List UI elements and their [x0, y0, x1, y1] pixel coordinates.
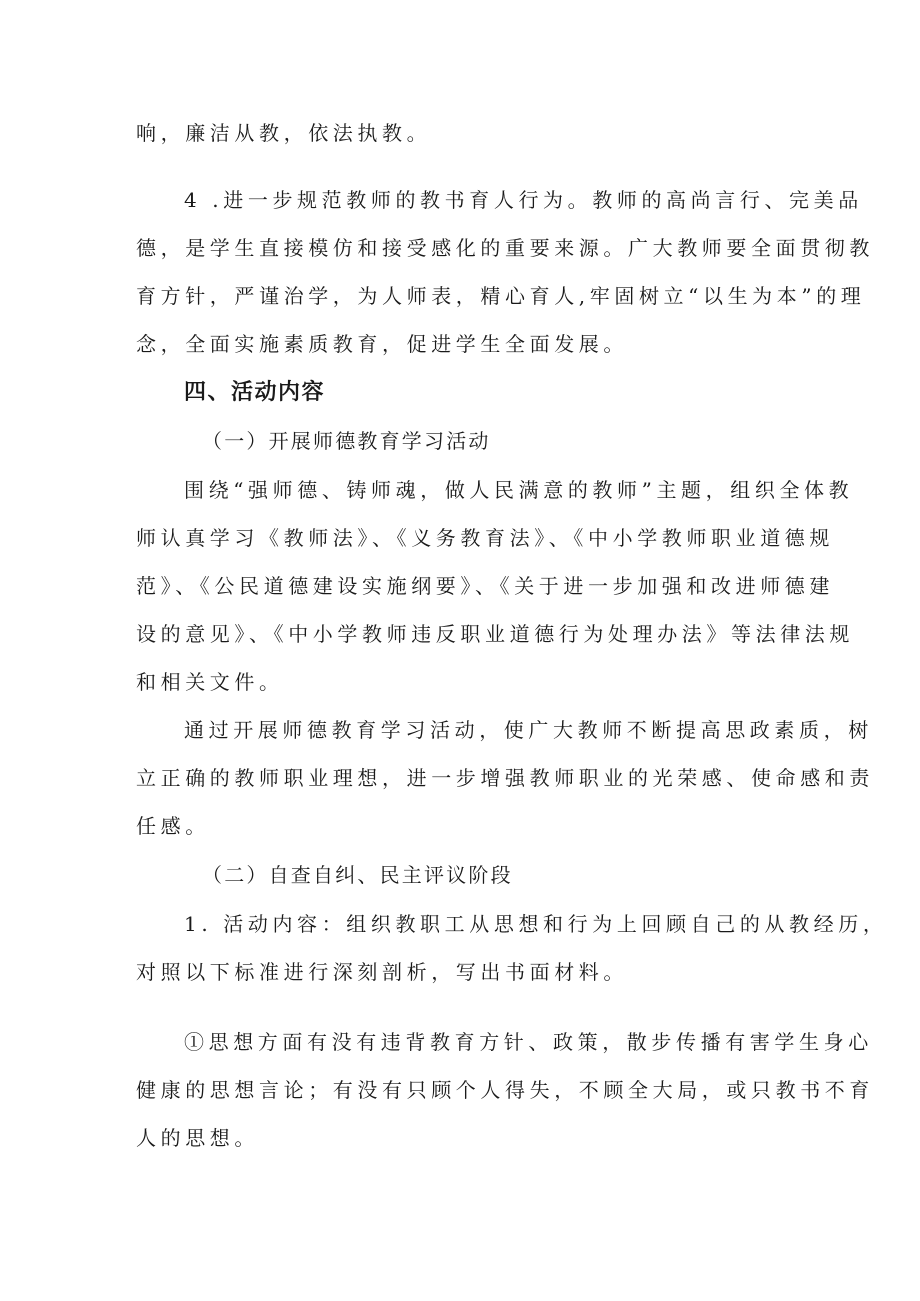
paragraph-line: 1. 活动内容：组织教职工从思想和行为上回顾自己的从教经历，: [184, 912, 888, 936]
paragraph-line: 德，是学生直接模仿和接受感化的重要来源。广大教师要全面贯彻教: [136, 236, 874, 260]
paragraph-line: 响，廉洁从教，依法执教。: [136, 121, 432, 145]
paragraph-line: 健康的思想言论；有没有只顾个人得失，不顾全大局，或只教书不育: [136, 1078, 874, 1102]
paragraph-line: 通过开展师德教育学习活动，使广大教师不断提高思政素质，树: [184, 718, 873, 742]
paragraph-line: 围绕“强师德、铸师魂，做人民满意的教师”主题，组织全体教: [184, 478, 854, 502]
paragraph-line: 4 .进一步规范教师的教书育人行为。教师的高尚言行、完美品: [184, 188, 863, 212]
paragraph-line: 范》、《公民道德建设实施纲要》、《关于进一步加强和改进师德建: [136, 574, 834, 598]
paragraph-line: 和相关文件。: [136, 670, 284, 694]
paragraph-line: 人的思想。: [136, 1126, 259, 1150]
subsection-heading: （一）开展师德教育学习活动: [202, 429, 491, 453]
paragraph-line: 任感。: [136, 814, 210, 838]
paragraph-line: 育方针，严谨治学，为人师表，精心育人,牢固树立“以生为本”的理: [136, 284, 866, 308]
paragraph-line: 师认真学习《教师法》、《义务教育法》、《中小学教师职业道德规: [136, 526, 834, 550]
paragraph-line: 念，全面实施素质教育，促进学生全面发展。: [136, 332, 628, 356]
section-heading: 四、活动内容: [184, 380, 326, 405]
paragraph-line: 立正确的教师职业理想，进一步增强教师职业的光荣感、使命感和责: [136, 766, 874, 790]
paragraph-line: 对照以下标准进行深刻剖析，写出书面材料。: [136, 960, 628, 984]
subsection-heading: （二）自查自纠、民主评议阶段: [202, 863, 513, 887]
paragraph-line: ①思想方面有没有违背教育方针、政策，散步传播有害学生身心: [184, 1030, 873, 1054]
paragraph-line: 设的意见》、《中小学教师违反职业道德行为处理办法》等法律法规: [136, 622, 854, 646]
